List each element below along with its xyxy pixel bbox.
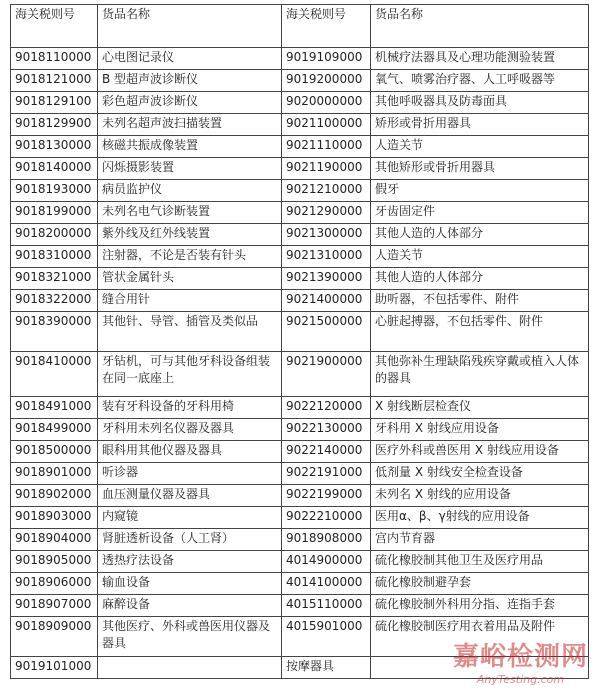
table-row xyxy=(11,419,589,441)
tariff-code-cell: 9018310000 xyxy=(11,246,98,268)
table-row xyxy=(11,312,589,352)
goods-name-cell: 其他针、导管、插管及类似品 xyxy=(98,312,282,352)
goods-name-cell: 听诊器 xyxy=(98,463,282,485)
tariff-code-cell: 4014100000 xyxy=(282,573,371,595)
table-row xyxy=(11,529,589,551)
goods-name-cell: 未列名超声波扫描装置 xyxy=(98,114,282,136)
tariff-code-cell: 9018902000 xyxy=(11,485,98,507)
table-row xyxy=(11,70,589,92)
goods-name-cell: 硫化橡胶制避孕套 xyxy=(371,573,589,595)
table-row xyxy=(11,180,589,202)
tariff-code-cell: 9022191000 xyxy=(282,463,371,485)
table-row xyxy=(11,573,589,595)
table-row xyxy=(11,463,589,485)
table-header-row xyxy=(11,5,589,48)
tariff-code-cell: 9018110000 xyxy=(11,48,98,70)
tariff-code-cell: 9018410000 xyxy=(11,352,98,397)
tariff-code-cell: 9018901000 xyxy=(11,463,98,485)
tariff-table-body xyxy=(11,5,589,679)
tariff-code-cell: 9018322000 xyxy=(11,290,98,312)
goods-name-cell: 牙齿固定件 xyxy=(371,202,589,224)
goods-name-cell: 硫化橡胶制医疗用衣着用品及附件 xyxy=(371,617,589,657)
tariff-code-cell: 9018904000 xyxy=(11,529,98,551)
goods-name-cell: 输血设备 xyxy=(98,573,282,595)
tariff-code-cell: 9021190000 xyxy=(282,158,371,180)
tariff-code-cell: 4015901000 xyxy=(282,617,371,657)
table-row xyxy=(11,617,589,657)
header-goods-name-2: 货品名称 xyxy=(371,5,589,48)
goods-name-cell xyxy=(371,657,589,679)
goods-name-cell: 心脏起搏器，不包括零件、附件 xyxy=(371,312,589,352)
goods-name-cell: 缝合用针 xyxy=(98,290,282,312)
tariff-code-cell: 9019109000 xyxy=(282,48,371,70)
tariff-code-cell: 4014900000 xyxy=(282,551,371,573)
tariff-code-cell: 9018121000 xyxy=(11,70,98,92)
goods-name-cell xyxy=(98,657,282,679)
tariff-code-cell: 9022199000 xyxy=(282,485,371,507)
tariff-code-cell: 9018909000 xyxy=(11,617,98,657)
table-row xyxy=(11,352,589,397)
tariff-code-cell: 9022140000 xyxy=(282,441,371,463)
table-row xyxy=(11,551,589,573)
goods-name-cell: 病员监护仪 xyxy=(98,180,282,202)
tariff-code-cell: 9021310000 xyxy=(282,246,371,268)
tariff-code-cell: 9018129900 xyxy=(11,114,98,136)
tariff-code-cell: 9019200000 xyxy=(282,70,371,92)
tariff-code-cell: 9022130000 xyxy=(282,419,371,441)
table-row xyxy=(11,224,589,246)
tariff-code-cell: 9018500000 xyxy=(11,441,98,463)
goods-name-cell: B 型超声波诊断仪 xyxy=(98,70,282,92)
table-row xyxy=(11,290,589,312)
goods-name-cell: 注射器，不论是否装有针头 xyxy=(98,246,282,268)
goods-name-cell: 管状金属针头 xyxy=(98,268,282,290)
goods-name-cell: 假牙 xyxy=(371,180,589,202)
tariff-code-cell: 9018905000 xyxy=(11,551,98,573)
goods-name-cell: 眼科用其他仪器及器具 xyxy=(98,441,282,463)
tariff-code-cell: 4015110000 xyxy=(282,595,371,617)
tariff-code-cell: 9018491000 xyxy=(11,397,98,419)
goods-name-cell: 宫内节育器 xyxy=(371,529,589,551)
table-row xyxy=(11,485,589,507)
goods-name-cell: 其他矫形或骨折用器具 xyxy=(371,158,589,180)
table-row xyxy=(11,114,589,136)
tariff-code-cell: 9021300000 xyxy=(282,224,371,246)
table-row xyxy=(11,92,589,114)
tariff-code-cell: 9021900000 xyxy=(282,352,371,397)
goods-name-cell: 紫外线及红外线装置 xyxy=(98,224,282,246)
goods-name-cell: 装有牙科设备的牙科用椅 xyxy=(98,397,282,419)
tariff-code-cell: 9018193000 xyxy=(11,180,98,202)
goods-name-cell: 氧气、喷雾治疗器、人工呼吸器等 xyxy=(371,70,589,92)
tariff-code-cell: 9018321000 xyxy=(11,268,98,290)
header-tariff-code-2: 海关税则号 xyxy=(282,5,371,48)
tariff-code-cell: 9021390000 xyxy=(282,268,371,290)
goods-name-cell: 其他医疗、外科或兽医用仪器及器具 xyxy=(98,617,282,657)
tariff-code-cell: 9018906000 xyxy=(11,573,98,595)
tariff-code-cell: 9021290000 xyxy=(282,202,371,224)
goods-name-cell: 硫化橡胶制外科用分指、连指手套 xyxy=(371,595,589,617)
tariff-code-cell: 9021210000 xyxy=(282,180,371,202)
goods-name-cell: 医疗外科或兽医用 X 射线应用设备 xyxy=(371,441,589,463)
tariff-code-cell: 9018908000 xyxy=(282,529,371,551)
goods-name-cell: 机械疗法器具及心理功能测验装置 xyxy=(371,48,589,70)
tariff-code-cell: 9021100000 xyxy=(282,114,371,136)
tariff-code-cell: 9021110000 xyxy=(282,136,371,158)
watermark-url: AnyTesting.com xyxy=(476,673,565,686)
goods-name-cell: 彩色超声波诊断仪 xyxy=(98,92,282,114)
goods-name-cell: 肾脏透析设备（人工肾） xyxy=(98,529,282,551)
tariff-code-cell: 9022210000 xyxy=(282,507,371,529)
goods-name-cell: 闪烁摄影装置 xyxy=(98,158,282,180)
goods-name-cell: 助听器，不包括零件、附件 xyxy=(371,290,589,312)
tariff-code-cell: 9018199000 xyxy=(11,202,98,224)
tariff-code-cell: 9018130000 xyxy=(11,136,98,158)
goods-name-cell: 心电图记录仪 xyxy=(98,48,282,70)
table-row xyxy=(11,507,589,529)
goods-name-cell: 其他弥补生理缺陷残疾穿戴或植入人体的器具 xyxy=(371,352,589,397)
tariff-code-cell: 9019101000 xyxy=(11,657,98,679)
goods-name-cell: 麻醉设备 xyxy=(98,595,282,617)
goods-name-cell: 其他人造的人体部分 xyxy=(371,268,589,290)
tariff-code-cell: 9022120000 xyxy=(282,397,371,419)
goods-name-cell: 透热疗法设备 xyxy=(98,551,282,573)
goods-name-cell: 医用α、β、γ射线的应用设备 xyxy=(371,507,589,529)
goods-name-cell: 牙钻机，可与其他牙科设备组装在同一底座上 xyxy=(98,352,282,397)
table-row xyxy=(11,268,589,290)
tariff-code-cell: 9020000000 xyxy=(282,92,371,114)
tariff-code-cell: 按摩器具 xyxy=(282,657,371,679)
goods-name-cell: 未列名 X 射线的应用设备 xyxy=(371,485,589,507)
goods-name-cell: 牙科用 X 射线应用设备 xyxy=(371,419,589,441)
goods-name-cell: X 射线断层检查仪 xyxy=(371,397,589,419)
goods-name-cell: 核磁共振成像装置 xyxy=(98,136,282,158)
tariff-table xyxy=(10,4,589,679)
table-row xyxy=(11,48,589,70)
table-row xyxy=(11,441,589,463)
tariff-code-cell: 9018390000 xyxy=(11,312,98,352)
tariff-code-cell: 9021400000 xyxy=(282,290,371,312)
tariff-code-cell: 9018903000 xyxy=(11,507,98,529)
tariff-code-cell: 9018499000 xyxy=(11,419,98,441)
goods-name-cell: 其他呼吸器具及防毒面具 xyxy=(371,92,589,114)
table-row xyxy=(11,202,589,224)
goods-name-cell: 矫形或骨折用器具 xyxy=(371,114,589,136)
goods-name-cell: 其他人造的人体部分 xyxy=(371,224,589,246)
goods-name-cell: 内窥镜 xyxy=(98,507,282,529)
header-tariff-code-1: 海关税则号 xyxy=(11,5,98,48)
table-row xyxy=(11,657,589,679)
goods-name-cell: 硫化橡胶制其他卫生及医疗用品 xyxy=(371,551,589,573)
watermark-logo-text: 嘉峪检测网 xyxy=(452,642,588,672)
tariff-code-cell: 9018907000 xyxy=(11,595,98,617)
goods-name-cell: 血压测量仪器及器具 xyxy=(98,485,282,507)
tariff-code-cell: 9018140000 xyxy=(11,158,98,180)
goods-name-cell: 未列名电气诊断装置 xyxy=(98,202,282,224)
table-row xyxy=(11,246,589,268)
tariff-code-cell: 9018200000 xyxy=(11,224,98,246)
goods-name-cell: 牙科用未列名仪器及器具 xyxy=(98,419,282,441)
tariff-code-cell: 9018129100 xyxy=(11,92,98,114)
goods-name-cell: 低剂量 X 射线安全检查设备 xyxy=(371,463,589,485)
table-row xyxy=(11,595,589,617)
table-row xyxy=(11,397,589,419)
table-row xyxy=(11,136,589,158)
header-goods-name-1: 货品名称 xyxy=(98,5,282,48)
tariff-code-cell: 9021500000 xyxy=(282,312,371,352)
goods-name-cell: 人造关节 xyxy=(371,136,589,158)
table-row xyxy=(11,158,589,180)
goods-name-cell: 人造关节 xyxy=(371,246,589,268)
